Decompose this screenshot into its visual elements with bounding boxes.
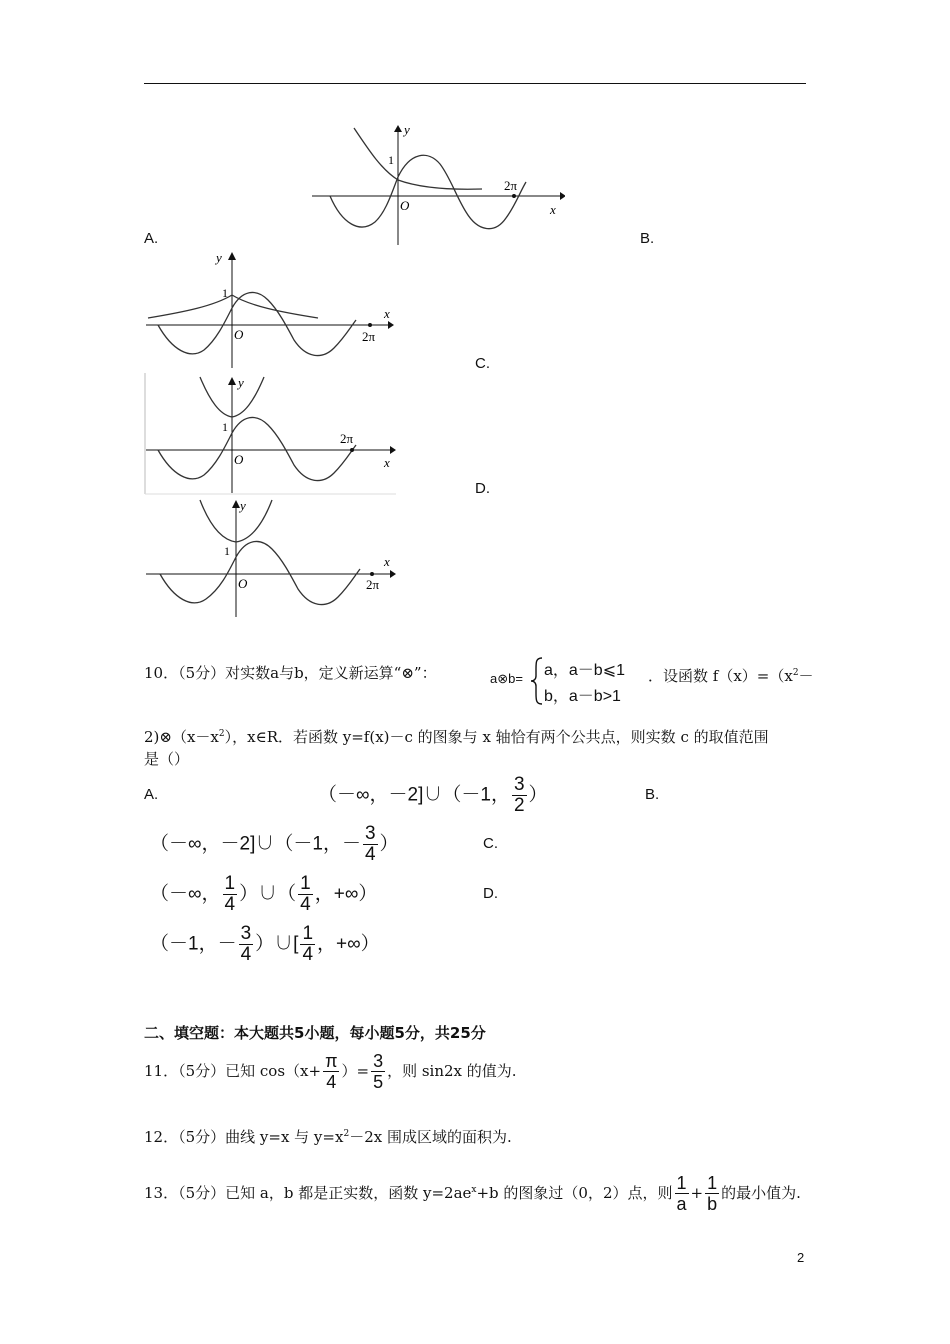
graph-a-2pi-dot: [512, 194, 516, 198]
q10-option-c-label: C.: [483, 835, 498, 852]
page-number: 2: [797, 1250, 805, 1265]
q11-num2: 3: [373, 1050, 384, 1071]
graph-c-y-arrow: [228, 377, 236, 385]
graph-b-sine-curve: [158, 292, 356, 355]
graph-a-exp-curve: [354, 128, 482, 189]
graph-a-label-o: O: [400, 198, 410, 213]
graph-c: [144, 373, 399, 498]
graph-b-label-o: O: [234, 327, 244, 342]
q10-answer-a-pre: （－∞，－2]∪（－1，: [318, 784, 510, 806]
graph-c-label-1: 1: [222, 420, 228, 434]
q10-line2-sup: 2: [218, 729, 225, 739]
graph-a-y-arrow: [394, 125, 402, 132]
q10-answer-c-num2: 1: [300, 873, 311, 894]
q12-sup: 2: [343, 1129, 350, 1139]
graph-d-label-o: O: [238, 576, 248, 591]
q13-den2: b: [707, 1193, 718, 1214]
q11: [144, 1048, 517, 1094]
q11-mid: ）=: [341, 1062, 370, 1080]
q11-frac2: [371, 1051, 385, 1092]
graph-d-sine-curve: [160, 541, 360, 604]
q10-answer-b-den: 4: [364, 844, 376, 865]
q10-answer-d-num2: 1: [302, 923, 314, 944]
q10-answer-a-post: ）: [528, 784, 548, 806]
q10-answer-c-num1: 1: [224, 873, 236, 894]
q13-frac2: [705, 1173, 719, 1214]
q10-answer-d: [150, 924, 380, 965]
q10-option-b-label: B.: [645, 786, 660, 803]
q9-option-c-label: C.: [475, 355, 490, 372]
q13-den1: a: [676, 1193, 687, 1214]
q13-frac1: [675, 1173, 689, 1214]
graph-b-label-x: x: [384, 306, 390, 321]
q12-post: －2x 围成区域的面积为.: [349, 1128, 512, 1146]
graph-a-sine-curve: [330, 155, 526, 228]
q10-answer-a-frac: [512, 775, 527, 816]
q10-case1: a，a－b⩽1: [544, 662, 626, 679]
q10-answer-c: [150, 874, 377, 915]
q10-brace: [530, 657, 544, 705]
q10-answer-a: [318, 775, 548, 816]
q10-answer-d-pre: （－1，－: [150, 933, 237, 955]
q10-stem-line3: 是（）: [144, 750, 190, 768]
graph-c-x-arrow: [390, 446, 396, 454]
section-2-heading: 二、填空题：本大题共5小题，每小题5分，共25分: [144, 1024, 486, 1042]
q10-answer-c-den2: 4: [300, 894, 311, 915]
q11-den2: 5: [373, 1071, 384, 1092]
q10-stem-after: [648, 663, 814, 686]
graph-d-y-arrow: [232, 500, 240, 508]
q11-pre: 11．（5分）已知 cos（x+: [144, 1062, 322, 1080]
graph-b-y-arrow: [228, 252, 236, 260]
graph-a-label-y: y: [404, 122, 410, 137]
q10-answer-d-num1: 3: [240, 923, 252, 944]
q10-stem-after-sup: 2: [792, 668, 799, 678]
q10-answer-b-pre: （－∞，－2]∪（－1，－: [150, 833, 361, 855]
graph-d-2pi-dot: [370, 572, 374, 576]
q10-stem-prefix: 10．（5分）对实数a与b，定义新运算“⊗”：: [144, 664, 437, 682]
q10-line2-tail: ），x∈R．若函数 y=f(x)－c 的图象与 x 轴恰有两个公共点，则实数 c 的取值范围: [224, 728, 769, 746]
q10-answer-c-post: ，+∞）: [314, 883, 378, 905]
q10-stem-after-tail: －: [798, 667, 814, 685]
q12-pre: 12．（5分）曲线 y=x 与 y=x: [144, 1128, 344, 1146]
q11-post: ，则 sin2x 的值为.: [387, 1062, 517, 1080]
q10-answer-c-frac2: [298, 874, 313, 915]
q10-answer-a-den: 2: [513, 795, 525, 816]
graph-a-label-1: 1: [388, 153, 394, 167]
q10-option-a-label: A.: [144, 786, 159, 803]
graph-d-label-y: y: [240, 498, 246, 513]
q13-num1: 1: [676, 1172, 687, 1193]
graph-c-2pi-dot: [350, 448, 354, 452]
q13-pre: 13．（5分）已知 a，b 都是正实数，函数 y=2ae: [144, 1184, 472, 1202]
q10-answer-d-frac2: [300, 924, 315, 965]
q11-den1: 4: [326, 1071, 337, 1092]
q11-frac1: [323, 1051, 339, 1092]
graph-a: [310, 122, 565, 247]
q10-op-lhs: a⊗b=: [490, 671, 523, 686]
q11-num1: π: [325, 1050, 338, 1071]
graph-c-sine-curve: [158, 417, 356, 480]
q10-answer-c-den1: 4: [224, 894, 236, 915]
graph-b-label-2pi: 2π: [362, 329, 376, 344]
q10-case2: b，a－b>1: [544, 688, 621, 705]
graph-c-label-x: x: [384, 455, 390, 470]
q10-answer-b: [150, 824, 399, 865]
q10-answer-c-frac1: [223, 874, 238, 915]
q9-option-b-label: B.: [640, 230, 655, 247]
graph-d-x-arrow: [390, 570, 396, 578]
graph-d: [144, 496, 399, 621]
q10-answer-b-post: ）: [379, 833, 399, 855]
q10-answer-d-den1: 4: [240, 944, 252, 965]
graph-c-label-2pi: 2π: [340, 431, 354, 446]
q10-line2-text: 2)⊗（x－x: [144, 728, 219, 746]
q10-answer-c-mid: ）∪（: [239, 883, 297, 905]
graph-d-label-2pi: 2π: [366, 577, 380, 592]
graph-b: [144, 250, 399, 372]
q10-option-d-label: D.: [483, 885, 498, 902]
graph-b-x-arrow: [388, 321, 394, 329]
q10-answer-d-mid: ）∪[: [255, 933, 299, 955]
q13-plus: +: [690, 1184, 704, 1202]
q13-post: 的最小值为.: [721, 1184, 801, 1202]
q10-stem-line1: [144, 663, 437, 683]
q10-stem-after-text: ．设函数 f（x）=（x: [648, 667, 793, 685]
q13-mid: +b 的图象过（0，2）点，则: [476, 1184, 673, 1202]
graph-a-x-arrow: [560, 192, 565, 200]
q10-answer-d-post: ，+∞）: [317, 933, 380, 955]
graph-a-label-x: x: [550, 202, 556, 217]
graph-d-label-x: x: [384, 554, 390, 569]
header-rule: [144, 83, 806, 84]
q9-option-d-label: D.: [475, 480, 490, 497]
q10-answer-a-num: 3: [513, 774, 525, 795]
q12: [144, 1124, 512, 1147]
q10-answer-b-num: 3: [364, 823, 376, 844]
q10-answer-b-frac: [363, 824, 378, 865]
q13-sup: x: [471, 1185, 477, 1195]
graph-d-label-1: 1: [224, 544, 230, 558]
q13-num2: 1: [707, 1172, 718, 1193]
q10-answer-c-pre: （－∞，: [150, 883, 221, 905]
graph-b-2pi-dot: [368, 323, 372, 327]
graph-a-label-2pi: 2π: [504, 178, 518, 193]
q13: [144, 1170, 801, 1216]
q10-answer-d-den2: 4: [302, 944, 314, 965]
q9-option-a-label: A.: [144, 230, 159, 247]
graph-c-label-y: y: [238, 375, 244, 390]
graph-b-label-1: 1: [222, 286, 228, 300]
q10-answer-d-frac1: [239, 924, 254, 965]
graph-b-label-y: y: [216, 250, 222, 265]
graph-c-label-o: O: [234, 452, 244, 467]
q10-stem-line2: [144, 724, 769, 747]
